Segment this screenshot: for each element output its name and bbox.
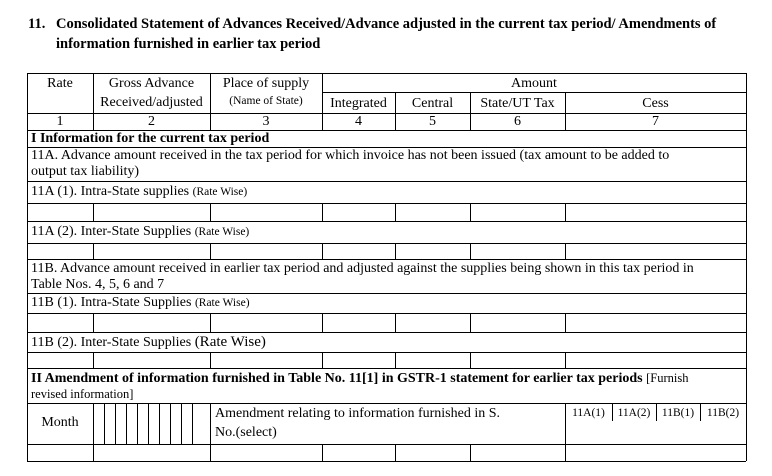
blank-row-11a2[interactable] xyxy=(27,243,746,259)
blank-row-11b1[interactable] xyxy=(27,313,746,332)
column-number-1: 1 xyxy=(56,114,64,129)
row-11a2-main: 11A (2). Inter-State Supplies xyxy=(31,224,195,239)
blank-row-11b2[interactable] xyxy=(27,352,746,368)
month-label: Month xyxy=(41,415,79,430)
blank-row-amendment[interactable] xyxy=(27,444,746,461)
section-number: 11. xyxy=(28,16,46,32)
blank-row-11a1[interactable] xyxy=(27,181,746,203)
part1-heading: I Information for the current tax period xyxy=(31,131,270,146)
row-11b-line1: 11B. Advance amount received in earlier tax period and adjusted against the supplies being shown in this tax period in xyxy=(31,261,694,276)
header-cess: Cess xyxy=(642,96,669,111)
part2-heading xyxy=(31,370,688,387)
option-11a2[interactable]: 11A(2) xyxy=(617,407,651,419)
part2-heading-note-line1: [Furnish xyxy=(646,371,689,385)
column-number-3: 3 xyxy=(262,114,270,129)
header-gross-line1: Gross Advance xyxy=(108,76,195,91)
row-11b2-sub: (Rate Wise) xyxy=(194,334,266,350)
amend-line1: Amendment relating to information furnished in S. xyxy=(215,406,501,421)
column-number-4: 4 xyxy=(355,114,362,129)
option-11b2[interactable]: 11B(2) xyxy=(706,407,740,419)
row-11a-line2: output tax liability) xyxy=(31,164,140,179)
section-title-line2: information furnished in earlier tax period xyxy=(56,36,321,52)
header-integrated: Integrated xyxy=(330,96,387,111)
section-title-line1: Consolidated Statement of Advances Received/Advance adjusted in the current tax period/ Amendments of xyxy=(56,16,717,32)
amend-line2: No.(select) xyxy=(215,425,277,440)
column-number-7: 7 xyxy=(652,114,659,129)
option-11a1[interactable]: 11A(1) xyxy=(572,407,605,419)
header-state-ut-tax: State/UT Tax xyxy=(480,96,555,111)
header-rate: Rate xyxy=(47,76,73,91)
part2-heading-note-line2: revised information] xyxy=(31,387,134,401)
row-11b2-label xyxy=(31,334,266,351)
row-11b-line2: Table Nos. 4, 5, 6 and 7 xyxy=(31,277,165,292)
column-number-5: 5 xyxy=(429,114,436,129)
header-amount: Amount xyxy=(511,76,557,91)
month-input-boxes[interactable] xyxy=(93,403,210,444)
row-11a-line1: 11A. Advance amount received in the tax period for which invoice has not been issued (tax amount to be added to xyxy=(31,148,670,163)
row-11b1-sub: (Rate Wise) xyxy=(194,297,250,309)
row-11b2-main: 11B (2). Inter-State Supplies xyxy=(31,335,195,350)
row-11b1-main: 11B (1). Intra-State Supplies xyxy=(31,295,195,310)
section-title xyxy=(28,14,758,54)
header-central: Central xyxy=(411,96,454,111)
row-11a2-sub: (Rate Wise) xyxy=(194,226,250,238)
row-11a1-main: 11A (1). Intra-State supplies xyxy=(31,184,193,199)
header-place-line1: Place of supply xyxy=(222,76,310,91)
row-11a2-label xyxy=(31,224,249,240)
row-11b1-label xyxy=(31,295,250,311)
row-11a1-sub: (Rate Wise) xyxy=(192,186,248,198)
option-11b1[interactable]: 11B(1) xyxy=(661,407,695,419)
header-place-line2: (Name of State) xyxy=(229,95,303,107)
column-number-6: 6 xyxy=(514,114,521,129)
part2-heading-bold: II Amendment of information furnished in Table No. 11[1] in GSTR-1 statement for earlier tax periods xyxy=(31,371,647,386)
header-gross-line2: Received/adjusted xyxy=(100,95,203,110)
column-number-2: 2 xyxy=(148,114,155,129)
